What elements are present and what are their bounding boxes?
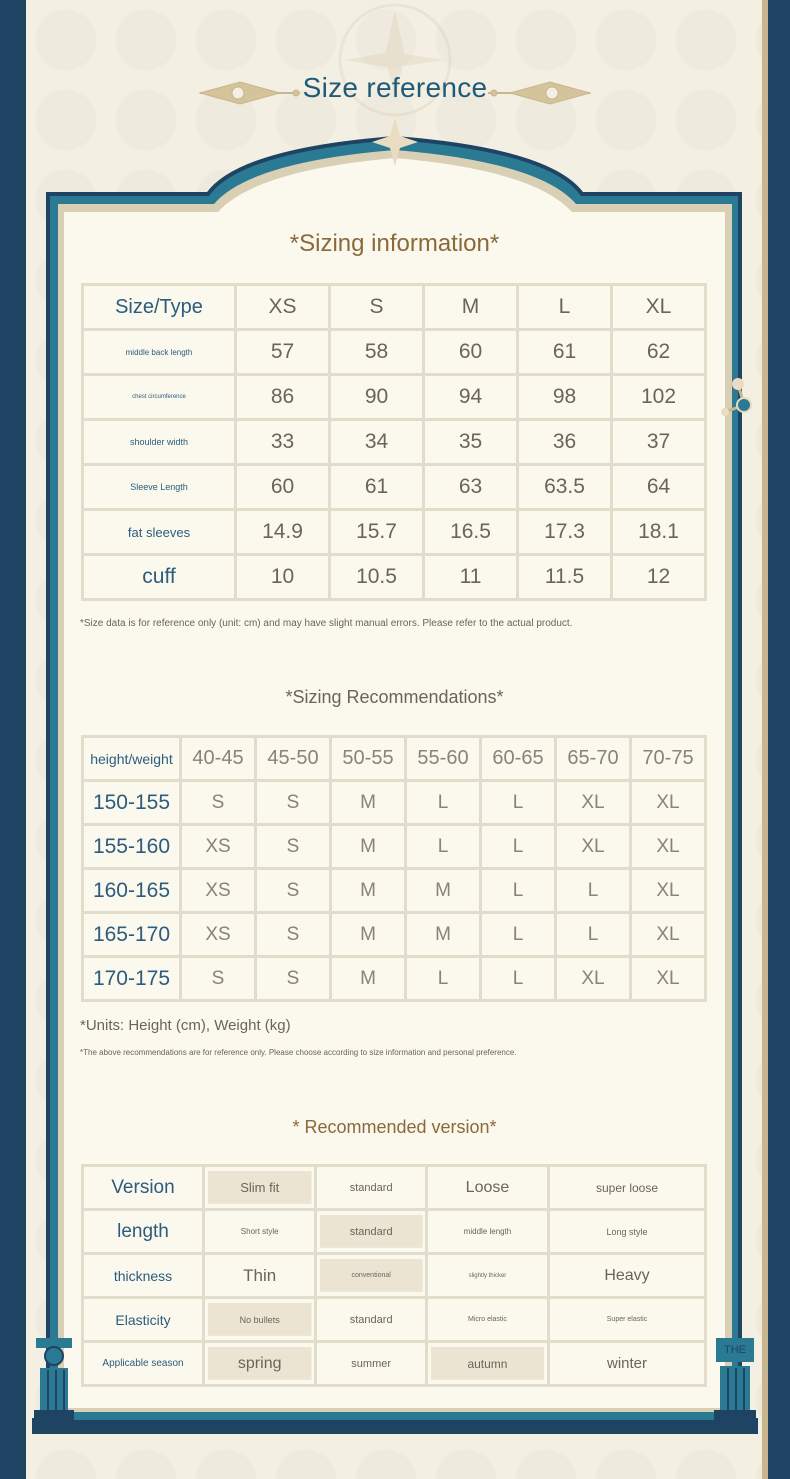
recommendations-note: *The above recommendations are for reference only. Please choose according to size information and personal preference. (80, 1048, 517, 1057)
table-row (83, 330, 706, 375)
header-cell: L (518, 285, 612, 330)
sizing-info-table (81, 283, 707, 601)
version-table (81, 1164, 707, 1387)
table-header-row (83, 737, 706, 781)
table-row (83, 913, 706, 957)
table-cell: L (481, 781, 556, 825)
table-cell: 60 (236, 465, 330, 510)
header-cell: 55-60 (406, 737, 481, 781)
table-cell: XS (181, 825, 256, 869)
table-cell: S (181, 781, 256, 825)
table-cell: 61 (518, 330, 612, 375)
table-header-row (83, 285, 706, 330)
table-cell: 102 (612, 375, 706, 420)
version-option: super loose (549, 1166, 706, 1210)
row-label: Sleeve Length (83, 465, 236, 510)
version-option: Slim fit (204, 1166, 316, 1210)
version-option: standard (316, 1298, 427, 1342)
version-option: winter (549, 1342, 706, 1386)
version-option: summer (316, 1342, 427, 1386)
page-title: Size reference (302, 72, 488, 103)
version-option: spring (204, 1342, 316, 1386)
table-cell: L (406, 781, 481, 825)
table-cell: S (256, 913, 331, 957)
table-cell: M (331, 913, 406, 957)
table-cell: 15.7 (330, 510, 424, 555)
row-label: shoulder width (83, 420, 236, 465)
table-cell: 60 (424, 330, 518, 375)
table-cell: XL (556, 957, 631, 1001)
table-cell: XS (181, 869, 256, 913)
table-cell: S (256, 781, 331, 825)
row-label: 155-160 (83, 825, 181, 869)
table-cell: XS (181, 913, 256, 957)
table-cell: 11 (424, 555, 518, 600)
table-cell: 16.5 (424, 510, 518, 555)
row-label: Applicable season (83, 1342, 204, 1386)
table-row (83, 420, 706, 465)
table-cell: 10.5 (330, 555, 424, 600)
table-cell: L (481, 957, 556, 1001)
row-label: 170-175 (83, 957, 181, 1001)
table-cell: 62 (612, 330, 706, 375)
table-cell: 63 (424, 465, 518, 510)
row-label: middle back length (83, 330, 236, 375)
header-cell: XS (236, 285, 330, 330)
version-option: Loose (426, 1166, 548, 1210)
table-cell: M (331, 869, 406, 913)
table-cell: XL (631, 781, 706, 825)
table-cell: 61 (330, 465, 424, 510)
row-label: chest circumference (83, 375, 236, 420)
table-cell: 98 (518, 375, 612, 420)
header-cell: M (424, 285, 518, 330)
table-cell: 35 (424, 420, 518, 465)
recommendations-title: *Sizing Recommendations* (285, 687, 504, 707)
table-cell: 18.1 (612, 510, 706, 555)
version-option: standard (316, 1166, 427, 1210)
table-cell: M (331, 825, 406, 869)
table-cell: L (481, 913, 556, 957)
table-cell: L (406, 957, 481, 1001)
row-label: length (83, 1210, 204, 1254)
row-label: 150-155 (83, 781, 181, 825)
table-cell: L (556, 913, 631, 957)
table-cell: L (556, 869, 631, 913)
table-cell: S (256, 869, 331, 913)
table-cell: 17.3 (518, 510, 612, 555)
header-cell: 50-55 (331, 737, 406, 781)
table-row (83, 1210, 706, 1254)
version-option: Super elastic (549, 1298, 706, 1342)
header-cell: 40-45 (181, 737, 256, 781)
header-cell: S (330, 285, 424, 330)
row-label: Elasticity (83, 1298, 204, 1342)
table-cell: XL (631, 913, 706, 957)
table-cell: S (256, 825, 331, 869)
version-option: Micro elastic (426, 1298, 548, 1342)
version-option: middle length (426, 1210, 548, 1254)
table-cell: 63.5 (518, 465, 612, 510)
sizing-info-note: *Size data is for reference only (unit: cm) and may have slight manual errors. Please refer to the actual product. (80, 618, 573, 629)
header-cell: 60-65 (481, 737, 556, 781)
version-option: autumn (426, 1342, 548, 1386)
table-cell: 57 (236, 330, 330, 375)
table-cell: XL (631, 825, 706, 869)
row-label: Version (83, 1166, 204, 1210)
header-cell: 65-70 (556, 737, 631, 781)
header-cell: 45-50 (256, 737, 331, 781)
units-note: *Units: Height (cm), Weight (kg) (80, 1017, 291, 1034)
table-cell: 34 (330, 420, 424, 465)
row-label: thickness (83, 1254, 204, 1298)
version-option: Heavy (549, 1254, 706, 1298)
table-cell: 90 (330, 375, 424, 420)
table-cell: 12 (612, 555, 706, 600)
table-row (83, 781, 706, 825)
table-cell: 37 (612, 420, 706, 465)
table-cell: M (406, 869, 481, 913)
table-cell: 94 (424, 375, 518, 420)
table-cell: XL (556, 825, 631, 869)
table-cell: L (481, 869, 556, 913)
table-row (83, 957, 706, 1001)
table-cell: 33 (236, 420, 330, 465)
table-cell: M (331, 781, 406, 825)
table-cell: M (331, 957, 406, 1001)
table-cell: XL (556, 781, 631, 825)
row-label: 160-165 (83, 869, 181, 913)
version-option: slightly thicker (426, 1254, 548, 1298)
table-cell: L (406, 825, 481, 869)
table-cell: 36 (518, 420, 612, 465)
table-row (83, 465, 706, 510)
version-title: * Recommended version* (292, 1117, 497, 1137)
table-cell: S (181, 957, 256, 1001)
version-option: No bullets (204, 1298, 316, 1342)
table-cell: XL (631, 957, 706, 1001)
row-label: fat sleeves (83, 510, 236, 555)
table-row (83, 555, 706, 600)
table-row (83, 1298, 706, 1342)
table-cell: 86 (236, 375, 330, 420)
row-label: 165-170 (83, 913, 181, 957)
version-option: Short style (204, 1210, 316, 1254)
table-cell: 58 (330, 330, 424, 375)
table-cell: 11.5 (518, 555, 612, 600)
table-row (83, 510, 706, 555)
table-row (83, 825, 706, 869)
table-row (83, 375, 706, 420)
table-cell: 10 (236, 555, 330, 600)
header-cell: 70-75 (631, 737, 706, 781)
header-cell: Size/Type (83, 285, 236, 330)
table-cell: S (256, 957, 331, 1001)
version-option: Thin (204, 1254, 316, 1298)
table-cell: 14.9 (236, 510, 330, 555)
table-cell: 64 (612, 465, 706, 510)
table-row (83, 869, 706, 913)
table-cell: XL (631, 869, 706, 913)
table-row (83, 1254, 706, 1298)
version-option: conventional (316, 1254, 427, 1298)
header-cell: XL (612, 285, 706, 330)
version-option: standard (316, 1210, 427, 1254)
table-row (83, 1166, 706, 1210)
header-cell: height/weight (83, 737, 181, 781)
table-row (83, 1342, 706, 1386)
table-cell: M (406, 913, 481, 957)
pillar-badge: THE (724, 1344, 746, 1356)
recommendations-table (81, 735, 707, 1002)
sizing-info-title: *Sizing information* (289, 230, 500, 257)
table-cell: L (481, 825, 556, 869)
row-label: cuff (83, 555, 236, 600)
version-option: Long style (549, 1210, 706, 1254)
